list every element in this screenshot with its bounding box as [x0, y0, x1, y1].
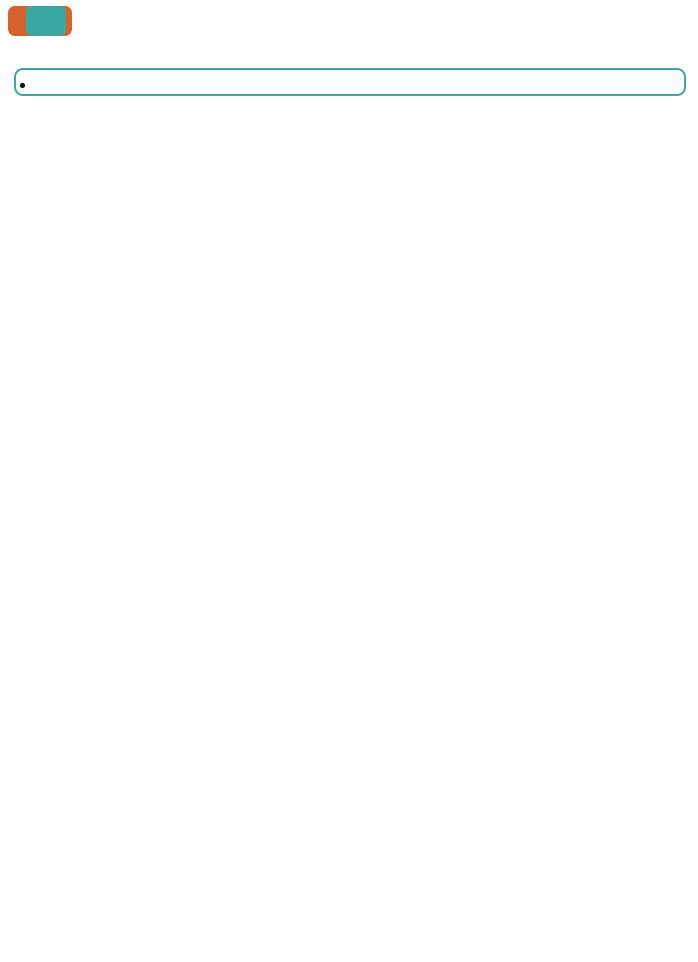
answer-box — [14, 68, 686, 96]
worksheet-page — [0, 0, 698, 96]
task-body — [0, 68, 698, 96]
task-badge-label — [8, 6, 26, 36]
task-badge-number — [26, 6, 66, 36]
task-badge — [8, 6, 72, 36]
